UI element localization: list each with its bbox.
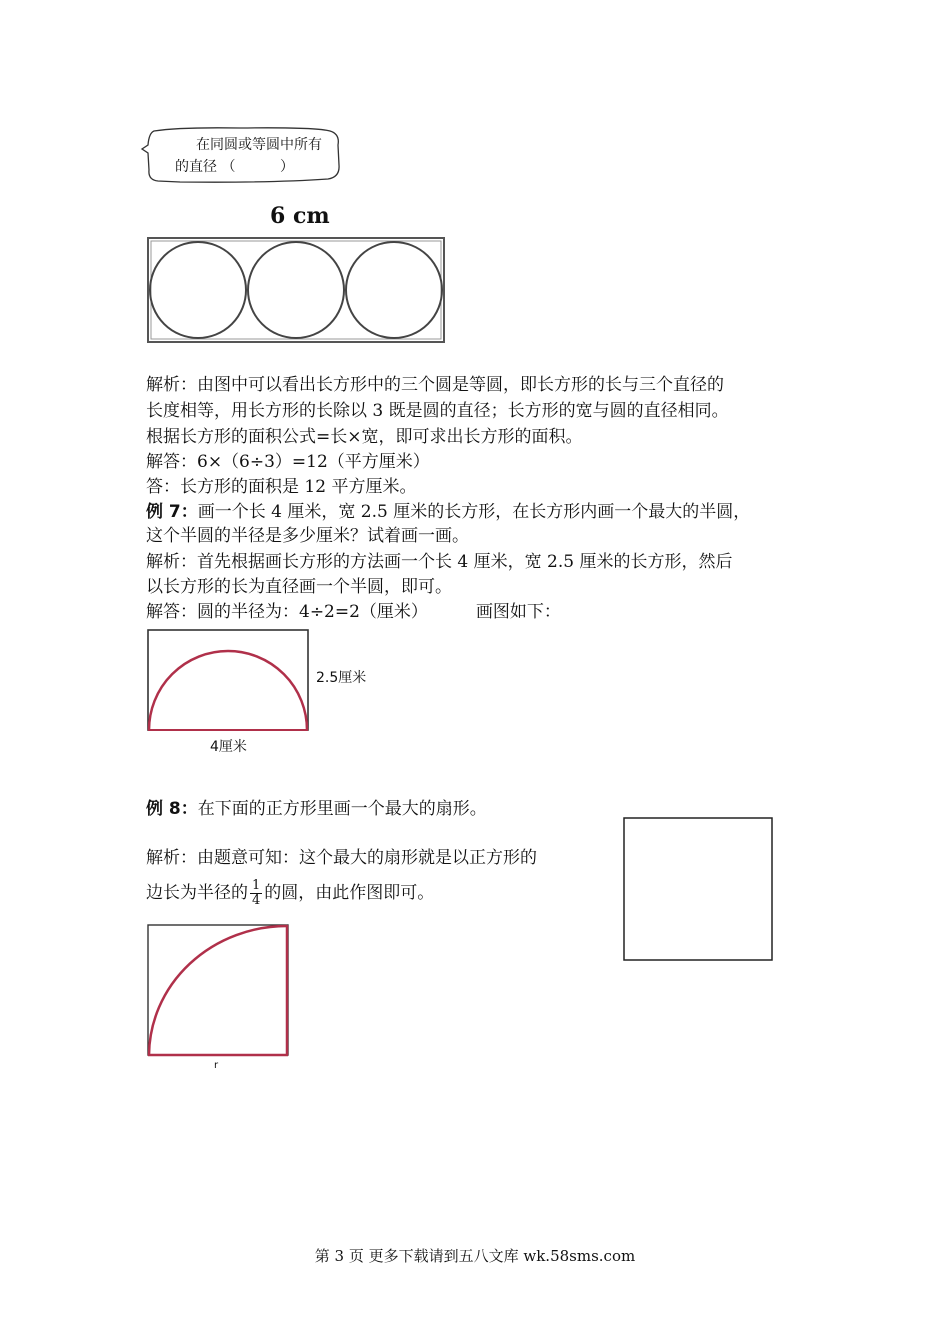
ex7-analysis-line2: 以长方形的长为直径画一个半圆，即可。	[146, 577, 452, 597]
ex7-solution	[146, 600, 561, 624]
ex7-solution-text: 解答：圆的半径为：4÷2=2（厘米）	[146, 602, 428, 622]
ex7-question-line1	[146, 500, 750, 524]
fraction-numerator: 1	[252, 878, 261, 893]
ex8-analysis-post: 的圆，由此作图即可。	[264, 883, 435, 903]
quarter-fraction	[250, 879, 262, 908]
ex7-question-line2: 这个半圆的半径是多少厘米？试着画一画。	[146, 526, 469, 546]
quarter-arc	[149, 926, 287, 1055]
quarter-circle-figure	[146, 923, 292, 1059]
bubble-text-line2: 的直径 （ ）	[175, 159, 294, 175]
ex7-length-label: 4厘米	[210, 739, 247, 755]
ex6-solution: 解答：6×（6÷3）=12（平方厘米）	[146, 452, 430, 472]
figure1-label: 6 cm	[270, 203, 330, 229]
circle-right	[346, 242, 442, 338]
rectangle-outline	[148, 630, 308, 730]
ex8-question	[146, 797, 487, 821]
rectangle-outline	[148, 238, 444, 342]
circle-left	[150, 242, 246, 338]
ex6-analysis-line2: 长度相等，用长方形的长除以 3 既是圆的直径；长方形的宽与圆的直径相同。	[146, 401, 729, 421]
ex6-answer: 答：长方形的面积是 12 平方厘米。	[146, 477, 417, 497]
semicircle-figure	[146, 628, 312, 734]
ex8-radius-label: r	[214, 1060, 219, 1071]
ex8-analysis-line1: 解析：由题意可知：这个最大的扇形就是以正方形的	[146, 848, 537, 868]
ex7-label: 例 7：	[146, 502, 198, 522]
ex6-analysis-line1: 解析：由图中可以看出长方形中的三个圆是等圆，即长方形的长与三个直径的	[146, 375, 724, 395]
ex7-draw-note: 画图如下：	[475, 602, 561, 622]
semicircle-arc	[149, 651, 307, 730]
three-circles-figure	[146, 236, 446, 346]
ex8-label: 例 8：	[146, 799, 198, 819]
fraction-denominator: 4	[252, 893, 261, 908]
bubble-text-line1: 在同圆或等圆中所有	[196, 137, 322, 153]
ex8-analysis-pre: 边长为半径的	[146, 883, 248, 903]
ex7-width-label: 2.5厘米	[316, 670, 367, 686]
ex7-analysis-line1: 解析：首先根据画长方形的方法画一个长 4 厘米，宽 2.5 厘米的长方形，然后	[146, 552, 733, 572]
circle-middle	[248, 242, 344, 338]
ex8-analysis-line2	[146, 878, 434, 908]
ex7-question-text: 画一个长 4 厘米，宽 2.5 厘米的长方形，在长方形内画一个最大的半圆，	[197, 502, 751, 522]
empty-square	[622, 816, 776, 964]
page-footer: 第 3 页 更多下载请到五八文库 wk.58sms.com	[314, 1247, 636, 1265]
ex6-analysis-line3: 根据长方形的面积公式=长×宽，即可求出长方形的面积。	[146, 427, 583, 447]
ex8-question-text: 在下面的正方形里画一个最大的扇形。	[197, 799, 487, 819]
